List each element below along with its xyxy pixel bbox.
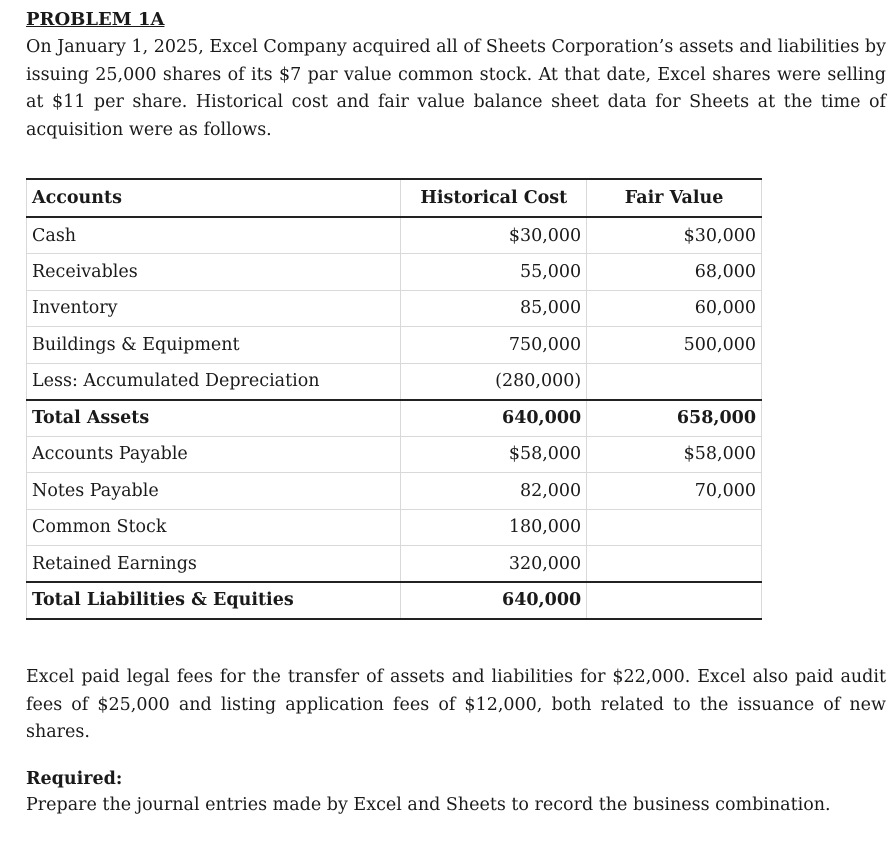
historical-cost-value: 640,000 [401, 582, 587, 619]
fees-paragraph: Excel paid legal fees for the transfer of assets and liabilities for $22,000. Excel also paid audit fees of $25,000 and listing application fees of $12,000, both related to the issuance of new shares. [26, 667, 886, 742]
historical-cost-value: 180,000 [401, 509, 587, 546]
header-fair-value: Fair Value [587, 179, 762, 217]
account-name: Inventory [27, 290, 401, 327]
historical-cost-value: 85,000 [401, 290, 587, 327]
fair-value-value: $58,000 [587, 436, 762, 473]
fair-value-value [587, 363, 762, 400]
fair-value-value: 70,000 [587, 473, 762, 510]
table-row [27, 363, 762, 400]
problem-intro: On January 1, 2025, Excel Company acquired all of Sheets Corporation’s assets and liabilities by issuing 25,000 shares of its $7 par value common stock. At that date, Excel shares were selling at $11 per share. Historical cost and fair value balance sheet data for Sheets at the time of acquisition were as follows. [26, 37, 886, 140]
fair-value-value: 500,000 [587, 327, 762, 364]
table-row [27, 546, 762, 583]
account-name: Cash [27, 217, 401, 254]
problem-title: PROBLEM 1A [26, 9, 165, 30]
table-row [27, 290, 762, 327]
historical-cost-value: $58,000 [401, 436, 587, 473]
historical-cost-value: 640,000 [401, 400, 587, 437]
fair-value-value [587, 582, 762, 619]
table-row [27, 509, 762, 546]
account-name: Accounts Payable [27, 436, 401, 473]
document-page [26, 8, 886, 815]
historical-cost-value: 320,000 [401, 546, 587, 583]
account-name: Common Stock [27, 509, 401, 546]
fair-value-value: 68,000 [587, 254, 762, 291]
fair-value-value [587, 546, 762, 583]
header-historical-cost: Historical Cost [401, 179, 587, 217]
table-row [27, 473, 762, 510]
account-name: Total Liabilities & Equities [27, 582, 401, 619]
historical-cost-value: (280,000) [401, 363, 587, 400]
table-row [27, 217, 762, 254]
fair-value-value: $30,000 [587, 217, 762, 254]
account-name: Buildings & Equipment [27, 327, 401, 364]
account-name: Receivables [27, 254, 401, 291]
account-name: Retained Earnings [27, 546, 401, 583]
historical-cost-value: 82,000 [401, 473, 587, 510]
account-name: Total Assets [27, 400, 401, 437]
table-row [27, 436, 762, 473]
historical-cost-value: 55,000 [401, 254, 587, 291]
table-row [27, 254, 762, 291]
fair-value-value: 60,000 [587, 290, 762, 327]
historical-cost-value: 750,000 [401, 327, 587, 364]
historical-cost-value: $30,000 [401, 217, 587, 254]
required-section [26, 766, 886, 820]
table-header-row [27, 179, 762, 217]
account-name: Less: Accumulated Depreciation [27, 363, 401, 400]
fair-value-value [587, 509, 762, 546]
total-liabilities-equities-row [27, 582, 762, 619]
fair-value-value: 658,000 [587, 400, 762, 437]
required-label: Required: [26, 769, 123, 789]
total-assets-row [27, 400, 762, 437]
table-row [27, 327, 762, 364]
header-accounts: Accounts [27, 179, 401, 217]
required-text: Prepare the journal entries made by Excel and Sheets to record the business combination. [26, 795, 831, 815]
account-name: Notes Payable [27, 473, 401, 510]
balance-sheet-table [26, 178, 762, 620]
